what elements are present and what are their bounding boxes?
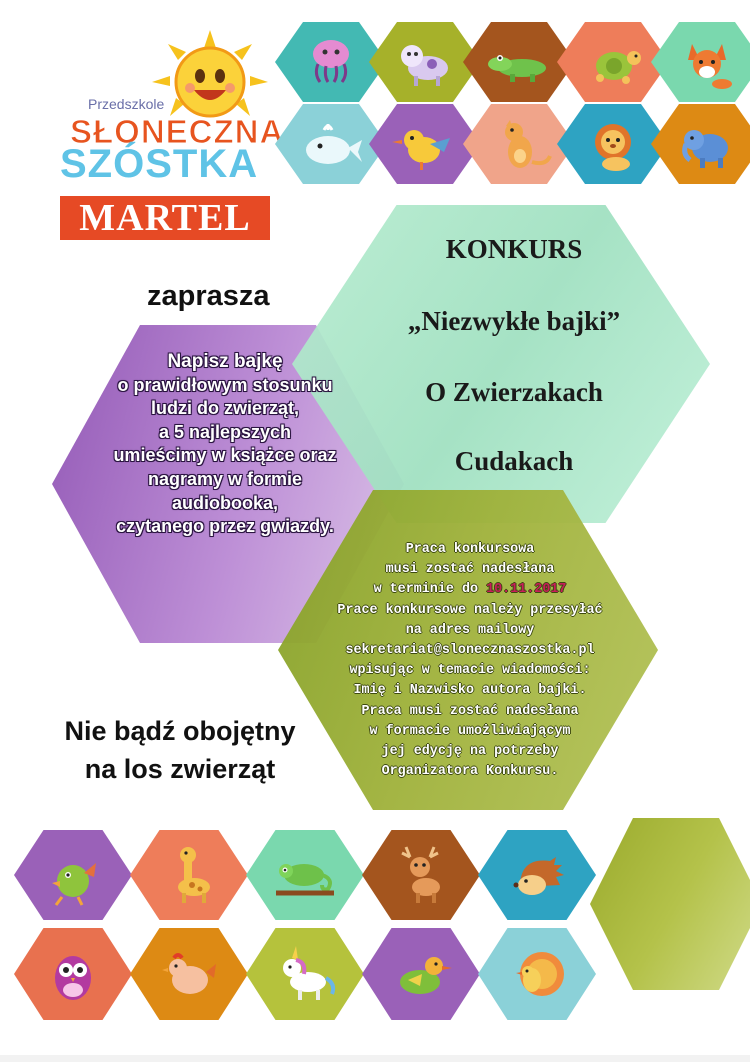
logo-line2: SZÓSTKA — [60, 142, 259, 186]
logo-prefix: Przedszkole — [88, 96, 165, 112]
contest-label: KONKURS — [445, 234, 583, 264]
rules-line: Praca musi zostać nadesłana — [361, 703, 579, 719]
tile-unicorn — [246, 928, 364, 1020]
tile-peacock — [478, 928, 596, 1020]
slogan-line1: Nie bądź obojętny — [64, 716, 296, 746]
contest-subtitle-line1: O Zwierzakach — [425, 377, 603, 407]
turtle-icon — [578, 30, 648, 94]
bottom-border — [0, 1055, 750, 1062]
tile-elephant — [651, 104, 750, 184]
martel-logo: MARTEL — [60, 196, 270, 240]
logo-line1: SŁONECZNA — [70, 113, 285, 150]
task-line: Napisz bajkę — [167, 351, 283, 372]
contest-subtitle-line2: Cudakach — [454, 446, 574, 476]
contact-email[interactable]: sekretariat@slonecznaszostka.pl — [345, 643, 595, 659]
rules-line: na adres mailowy — [405, 622, 535, 638]
peacock-icon — [502, 942, 572, 1006]
chicken-icon — [154, 942, 224, 1006]
task-text — [60, 350, 390, 539]
unicorn-icon — [270, 942, 340, 1006]
slogan-line2: na los zwierząt — [84, 754, 276, 784]
hedgehog-icon — [502, 843, 572, 907]
elephant-icon — [672, 112, 742, 176]
rules-line — [300, 580, 640, 600]
task-line: ludzi do zwierząt, — [150, 398, 299, 419]
deadline-date: 10.11.2017 — [486, 582, 567, 598]
lion-icon — [578, 112, 648, 176]
whale-icon — [296, 112, 366, 176]
contest-title: „Niezwykłe bajki” — [407, 306, 621, 336]
tile-deer — [362, 830, 480, 920]
tile-duck — [362, 928, 480, 1020]
tile-hedgehog — [478, 830, 596, 920]
invite-text: zaprasza — [147, 280, 270, 312]
task-line: nagramy w formie — [147, 468, 303, 489]
rules-line: Prace konkursowe należy przesyłać — [337, 602, 603, 618]
task-line: o prawidłowym stosunku — [117, 374, 333, 395]
task-line: umieścimy w książce oraz — [113, 445, 337, 466]
giraffe-icon — [154, 843, 224, 907]
chameleon-icon — [270, 843, 340, 907]
tile-chicken — [130, 928, 248, 1020]
bird-icon — [390, 112, 460, 176]
task-line: a 5 najlepszych — [158, 421, 292, 442]
rules-line: jej edycję na potrzeby — [381, 744, 559, 760]
fox-icon — [672, 30, 742, 94]
tile-fox — [651, 22, 750, 102]
jellyfish-icon — [296, 30, 366, 94]
deer-icon — [386, 843, 456, 907]
rules-text — [300, 540, 640, 782]
task-line: czytanego przez gwiazdy. — [116, 516, 334, 537]
rules-line: w formacie umożliwiającym — [369, 723, 571, 739]
rules-line: Imię i Nazwisko autora bajki. — [353, 683, 587, 699]
tile-owl — [14, 928, 132, 1020]
rules-deadline-prefix: w terminie do — [373, 582, 479, 598]
slogan — [30, 712, 330, 788]
rules-line: musi zostać nadesłana — [385, 562, 555, 578]
rules-line: Organizatora Konkursu. — [381, 764, 559, 780]
owl-icon — [38, 942, 108, 1006]
kangaroo-icon — [484, 112, 554, 176]
tile-parrot — [14, 830, 132, 920]
cow-icon — [390, 30, 460, 94]
rules-line: wpisując w temacie wiadomości: — [349, 663, 591, 679]
decorative-hexagon — [590, 818, 750, 990]
task-line: audiobooka, — [171, 492, 278, 513]
rules-line: Praca konkursowa — [405, 542, 535, 557]
tile-chameleon — [246, 830, 364, 920]
parrot-icon — [38, 843, 108, 907]
duck-icon — [386, 942, 456, 1006]
crocodile-icon — [484, 30, 554, 94]
tile-giraffe — [130, 830, 248, 920]
